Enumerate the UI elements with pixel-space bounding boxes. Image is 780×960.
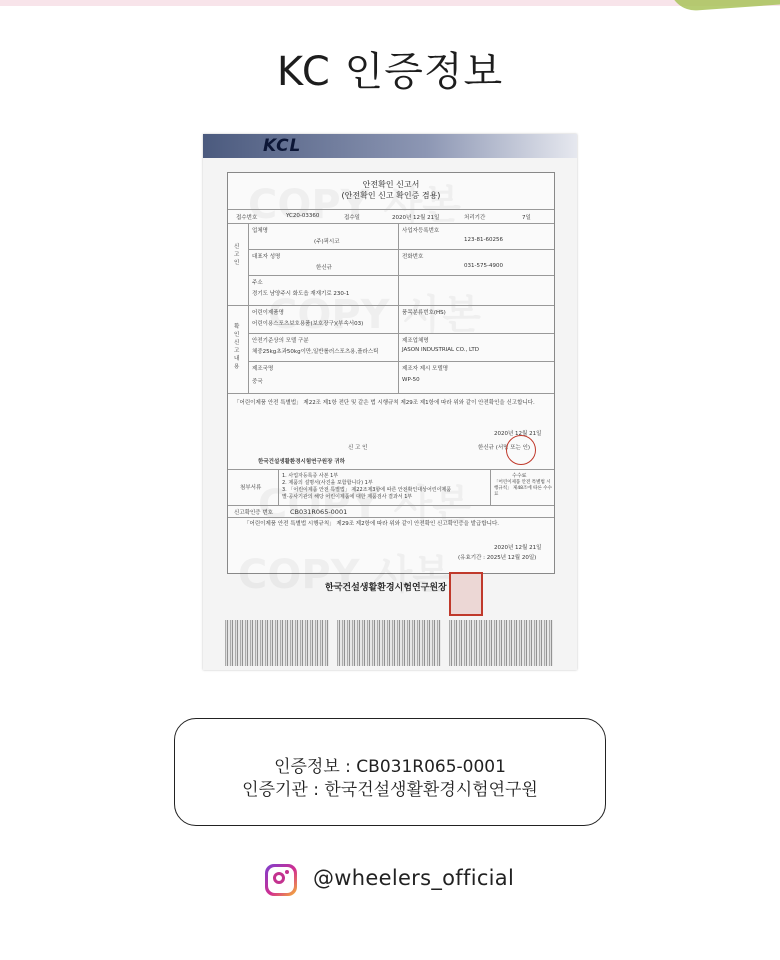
biz-no: 123-81-60256 [464,237,503,243]
kcl-logo: KCL [263,136,302,156]
receipt-date-label: 접수일 [344,215,360,221]
declarer: 한신규 (서명 또는 인) [478,445,531,451]
confirm-text: 「어린이제품 안전 특별법 시행규칙」 제29조 제2항에 따라 위와 같이 안전확인 신고확인증을 발급합니다. [244,521,500,527]
attach-1: 1. 사업자등록증 사본 1부 [282,473,339,479]
valid-until: (유효기간 : 2025년 12월 20일) [458,555,537,561]
attach-label: 첨부서류 [240,485,262,491]
process-label: 처리기간 [464,215,486,221]
company: (주)픽시코 [314,239,340,245]
official-seal [449,572,483,616]
kcl-header-bar [203,134,577,158]
maker-label: 제조업체명 [402,338,429,344]
instagram-handle-link[interactable]: @wheelers_official [313,866,515,890]
instagram-icon-lens [273,872,285,884]
model-spec: 체중25kg초과50kg이만,일반롤러스포츠용,플라스틱 [252,349,379,355]
doc-title [228,179,554,201]
receipt-date: 2020년 12월 21일 [392,215,440,221]
issuer: 한국건설생활환경시험연구원장 [325,583,447,593]
cert-number-line: 인증정보 : CB031R065-0001 [274,757,506,777]
top-band [0,0,780,6]
process-days: 7일 [522,215,531,221]
country-label: 제조국명 [252,366,274,372]
address: 경기도 남양주시 화도읍 재재기로 230-1 [252,291,350,297]
security-pattern [337,620,441,666]
declare-date: 2020년 12월 21일 [494,431,542,437]
kc-certificate-scan [203,134,577,670]
maker: JASON INDUSTRIAL CO., LTD [402,347,479,353]
cert-agency-line: 인증기관 : 한국건설생활환경시험연구원 [242,780,538,800]
declarer-label: 신 고 인 [348,445,368,451]
ceo: 한신규 [316,265,332,271]
confirm-no-label: 신고확인증 번호 [234,510,273,516]
security-pattern [225,620,329,666]
maker-model: WP-50 [402,377,420,383]
declarer-seal [506,435,536,465]
country: 중국 [252,379,263,385]
product-side-label: 확인신고내용 [234,324,240,370]
attach-4: 별·공사기관의 해당 어린이제품에 대한 제품검사 결과서 1부 [282,494,413,500]
model-spec-label: 안전기준상의 모델 구분 [252,338,309,344]
receipt-no-label: 접수번호 [236,215,258,221]
fee-label: 수수료 [512,473,527,479]
attach-3: 3. 「어린이제품 안전 특별법」 제22조제3항에 따른 안전확인대상어린이제품 [282,487,452,493]
phone-label: 전화번호 [402,254,424,260]
attach-2: 2. 제품의 설명서(사진을 포함합니다) 1부 [282,480,373,486]
declaration: 「어린이제품 안전 특별법」 제22조 제1항 전단 및 같은 법 시행규칙 제29조 제1항에 따라 위와 같이 안전확인을 신고합니다. [234,400,535,406]
to-org: 한국건설생활환경시험연구원장 귀하 [258,459,345,465]
maker-model-label: 제조자 제시 모델명 [402,366,449,372]
certificate-document [227,172,555,574]
fee-text: 「어린이제품 안전 특별법 시행규칙」 제48조에 따른 수수료 [494,480,552,497]
model-label: 품목분류번호(HS) [402,310,446,316]
issue-date: 2020년 12월 21일 [494,545,542,551]
doc-title-line1: 안전확인 신고서 [362,180,420,189]
reporter-side-label: 신고인 [234,244,240,266]
receipt-no: YC20-03360 [286,213,320,219]
biz-no-label: 사업자등록번호 [402,228,440,234]
confirm-no: CB031R065-0001 [290,508,348,516]
company-label: 업체명 [252,228,268,234]
product-cat: 어린이용스포츠보호용품(보호장구)(부속서03) [252,321,364,327]
page-title: KC 인증정보 [276,49,504,95]
instagram-icon-dot [285,870,289,874]
address-label: 주소 [252,280,263,286]
product-cat-label: 어린이제품명 [252,310,284,316]
doc-title-line2: (안전확인 신고 확인증 겸용) [341,191,441,200]
ceo-label: 대표자 성명 [252,254,281,260]
phone: 031-575-4900 [464,263,503,269]
instagram-icon[interactable] [265,864,297,896]
security-pattern [449,620,553,666]
certification-info-box [174,718,606,826]
leaf-decoration [669,0,780,12]
